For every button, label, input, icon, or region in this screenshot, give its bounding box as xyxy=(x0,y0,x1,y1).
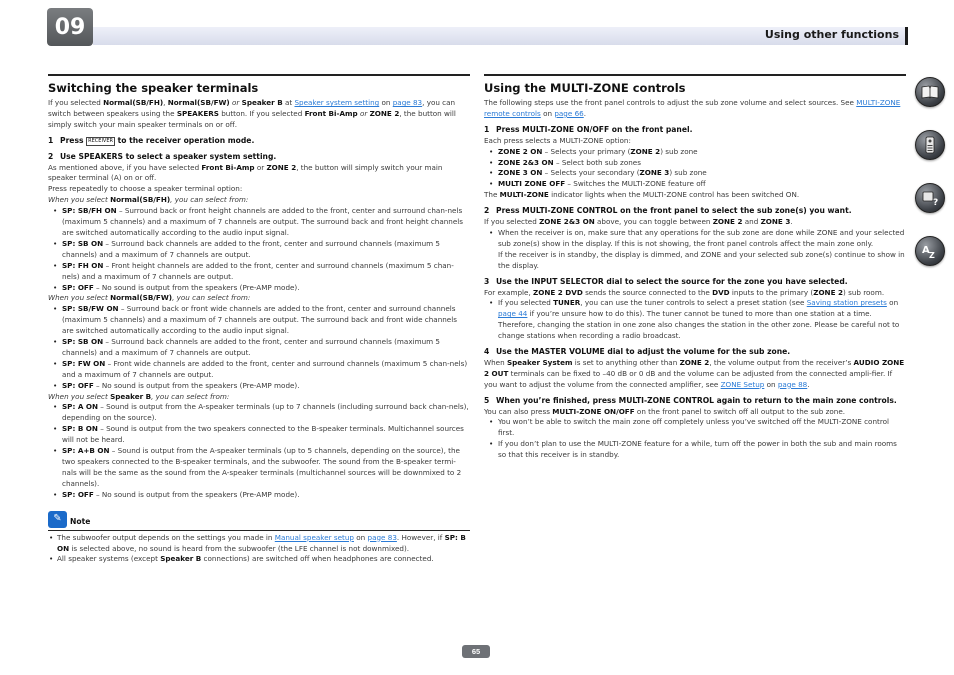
header-bar xyxy=(93,27,908,45)
right-column xyxy=(484,74,906,461)
step-5-list xyxy=(484,417,906,461)
list-item: • ZONE 2&3 ON – Select both sub zones xyxy=(484,158,906,169)
link-page-44[interactable]: page 44 xyxy=(498,309,528,319)
list-item: • If you don’t plan to use the MULTI-ZONE feature for a while, turn off the power in both the sub and main rooms so that this receiver is in standby. xyxy=(484,439,906,461)
note-header xyxy=(48,511,470,528)
list-item: • SP: OFF – No sound is output from the speakers (Pre-AMP mode). xyxy=(48,283,470,294)
section-rule xyxy=(484,74,906,76)
list-item: • SP: FH ON – Front height channels are added to the front, center and surround channels (maximum 5 chan-nels) and a maximum of 7 channels are output. xyxy=(48,261,470,283)
step-2-text: As mentioned above, if you have selected Front Bi-Amp or ZONE 2, the button will simply switch your main speaker terminal (A) on or off. xyxy=(48,162,443,183)
step-2-instruction: Press repeatedly to choose a speaker terminal option: xyxy=(48,184,243,194)
group-heading: When you select Speaker B, you can select from: xyxy=(48,391,230,401)
step-1-text: Each press selects a MULTI-ZONE option: xyxy=(484,135,631,145)
svg-text:A: A xyxy=(922,245,930,256)
step-2-list xyxy=(484,228,906,250)
note-label: Note xyxy=(70,516,91,526)
link-saving-station-presets[interactable]: Saving station presets xyxy=(806,298,887,308)
option-list xyxy=(48,304,470,391)
list-item: • ZONE 3 ON – Selects your secondary (ZONE 3) sub zone xyxy=(484,168,906,179)
option-list xyxy=(48,402,470,500)
page-number: 65 xyxy=(462,645,490,658)
list-item: • SP: SB/FW ON – Surround back or front wide channels are added to the front, center and surround channels (maximum 5 channels) and a maximum of 7 channels are output. The surround back and front wide channels are switched automatically according to the audio input signal. xyxy=(48,304,470,337)
note-item: • The subwoofer output depends on the settings you made in Manual speaker setup on page 83. However, if SP: B ON is selected above, no sound is heard from the subwoofer (the LFE channel is not downmixed). xyxy=(48,533,470,555)
note-item: • All speaker systems (except Speaker B connections) are switched off when headphones are connected. xyxy=(48,554,470,565)
link-page-83[interactable]: page 83 xyxy=(392,98,423,107)
svg-text:?: ? xyxy=(933,198,939,207)
book-icon[interactable] xyxy=(915,77,945,107)
step-2: 2 Press MULTI-ZONE CONTROL on the front panel to select the sub zone(s) you want. xyxy=(484,206,852,216)
list-item: • If you selected TUNER, you can use the tuner controls to select a preset station (see Saving station presets on page 44 if you’re unsure how to do this). The tuner cannot be tuned to more than one station at a time. Therefore, changing the station in one zone also changes the station in the other zone. Please be careful not to change stations when recording a radio broadcast. xyxy=(484,298,906,342)
step-4: 4 Use the MASTER VOLUME dial to adjust the volume for the sub zone. xyxy=(484,347,791,357)
chapter-title: Using other functions xyxy=(764,28,899,41)
list-item: • ZONE 2 ON – Selects your primary (ZONE 2) sub zone xyxy=(484,147,906,158)
pencil-note-icon: ✎ xyxy=(48,511,67,528)
link-page-66[interactable]: page 66 xyxy=(554,108,584,118)
step-3-list xyxy=(484,298,906,342)
link-page-83-note[interactable]: page 83 xyxy=(367,532,397,542)
group-heading: When you select Normal(SB/FH), you can select from: xyxy=(48,195,249,205)
step-3: 3 Use the INPUT SELECTOR dial to select the source for the zone you have selected. xyxy=(484,276,848,286)
list-item: • SP: A+B ON – Sound is output from the A-speaker terminals (up to 5 channels, depending on the source), the two speakers connected to the B-speaker terminals, and the subwoofer. The sound from the B-speaker termi-nals will be the same as the sound from the A-speaker terminals (multichannel sources will be downmixed to 2 channels). xyxy=(48,446,470,490)
step-5: 5 When you’re finished, press MULTI-ZONE CONTROL again to return to the main zone controls. xyxy=(484,395,897,405)
step-2-continuation: If the receiver is in standby, the display is dimmed, and ZONE and your selected sub zone(s) continue to show in the display. xyxy=(498,249,905,270)
svg-text:Z: Z xyxy=(929,251,935,260)
list-item: • SP: FW ON – Front wide channels are added to the front, center and surround channels (maximum 5 chan-nels) and a maximum of 7 channels are output. xyxy=(48,359,470,381)
step-4-text: When Speaker System is set to anything other than ZONE 2, the volume output from the receiver’s AUDIO ZONE 2 OUT terminals can be fixed to –40 dB or 0 dB and the volume can be adjusted from the connected ampli-fier. If you want to adjust the volume from the connected amplifier, see ZONE Setup on page 88. xyxy=(484,357,905,389)
step-1-after: The MULTI-ZONE indicator lights when the MULTI-ZONE control has been switched ON. xyxy=(484,190,800,200)
link-page-88[interactable]: page 88 xyxy=(777,379,808,389)
intro-paragraph: The following steps use the front panel controls to adjust the sub zone volume and select sources. See MULTI-ZONE remote controls on page 66. xyxy=(484,98,901,118)
zone-option-list xyxy=(484,147,906,191)
list-item: • SP: SB ON – Surround back channels are added to the front, center and surround channels (maximum 5 channels) and a maximum of 7 channels are output. xyxy=(48,337,470,359)
link-manual-speaker-setup[interactable]: Manual speaker setup xyxy=(274,532,354,542)
section-title: Switching the speaker terminals xyxy=(48,81,259,95)
note-list xyxy=(48,533,470,566)
troubleshooting-icon[interactable] xyxy=(915,183,945,213)
list-item: • SP: SB/FH ON – Surround back or front height channels are added to the front, center and surround chan-nels (maximum 5 channels) and a maximum of 7 channels are output. The surround back and front height channels are switched automatically according to the audio input signal. xyxy=(48,206,470,239)
note-rule xyxy=(48,530,470,531)
remote-control-icon[interactable] xyxy=(915,130,945,160)
step-1: 1 Press MULTI-ZONE ON/OFF on the front panel. xyxy=(484,124,693,134)
list-item: • SP: OFF – No sound is output from the speakers (Pre-AMP mode). xyxy=(48,381,470,392)
step-2-text: If you selected ZONE 2&3 ON above, you can toggle between ZONE 2 and ZONE 3. xyxy=(484,217,793,227)
list-item: • When the receiver is on, make sure that any operations for the sub zone are done while ZONE and your selected sub zone(s) show in the display. If this is not showing, the front panel controls affect the main zone only. xyxy=(484,228,906,250)
intro-paragraph: If you selected Normal(SB/FH), Normal(SB/FW) or Speaker B at Speaker system setting on page 83, you can switch between speakers using the SPEAKERS button. If you selected Front Bi-Amp or ZONE 2, the button will simply switch your main speaker terminals on or off. xyxy=(48,98,456,129)
group-heading: When you select Normal(SB/FW), you can select from: xyxy=(48,293,251,303)
link-speaker-system-setting[interactable]: Speaker system setting xyxy=(294,98,380,107)
chapter-number: 09 xyxy=(47,8,93,46)
link-multi-zone-remote[interactable]: MULTI-ZONE remote controls xyxy=(484,98,901,118)
step-3-text: For example, ZONE 2 DVD sends the source connected to the DVD inputs to the primary (ZONE 2) sub room. xyxy=(484,287,885,297)
list-item: • MULTI ZONE OFF – Switches the MULTI-ZONE feature off xyxy=(484,179,906,190)
list-item: • SP: OFF – No sound is output from the speakers (Pre-AMP mode). xyxy=(48,490,470,501)
left-column xyxy=(48,74,470,565)
list-item: • SP: A ON – Sound is output from the A-speaker terminals (up to 7 channels (including surround back chan-nels), depending on the source). xyxy=(48,402,470,424)
step-2: 2 Use SPEAKERS to select a speaker system setting. xyxy=(48,151,277,161)
option-list xyxy=(48,206,470,293)
link-zone-setup[interactable]: ZONE Setup xyxy=(720,379,765,389)
list-item: • SP: SB ON – Surround back channels are added to the front, center and surround channels (maximum 5 channels) and a maximum of 7 channels are output. xyxy=(48,239,470,261)
list-item: • You won’t be able to switch the main zone off completely unless you’ve switched off the MULTI-ZONE control first. xyxy=(484,417,906,439)
step-1: 1 Press RECEIVER to the receiver operation mode. xyxy=(48,135,255,145)
receiver-key-icon: RECEIVER xyxy=(88,137,113,144)
list-item: • SP: B ON – Sound is output from the two speakers connected to the B-speaker terminals. Multichannel sources will not be heard. xyxy=(48,424,470,446)
side-navigation xyxy=(915,77,947,289)
step-5-text: You can also press MULTI-ZONE ON/OFF on the front panel to switch off all output to the sub zone. xyxy=(484,406,846,416)
section-rule xyxy=(48,74,470,76)
glossary-icon[interactable] xyxy=(915,236,945,266)
section-title: Using the MULTI-ZONE controls xyxy=(484,81,686,95)
